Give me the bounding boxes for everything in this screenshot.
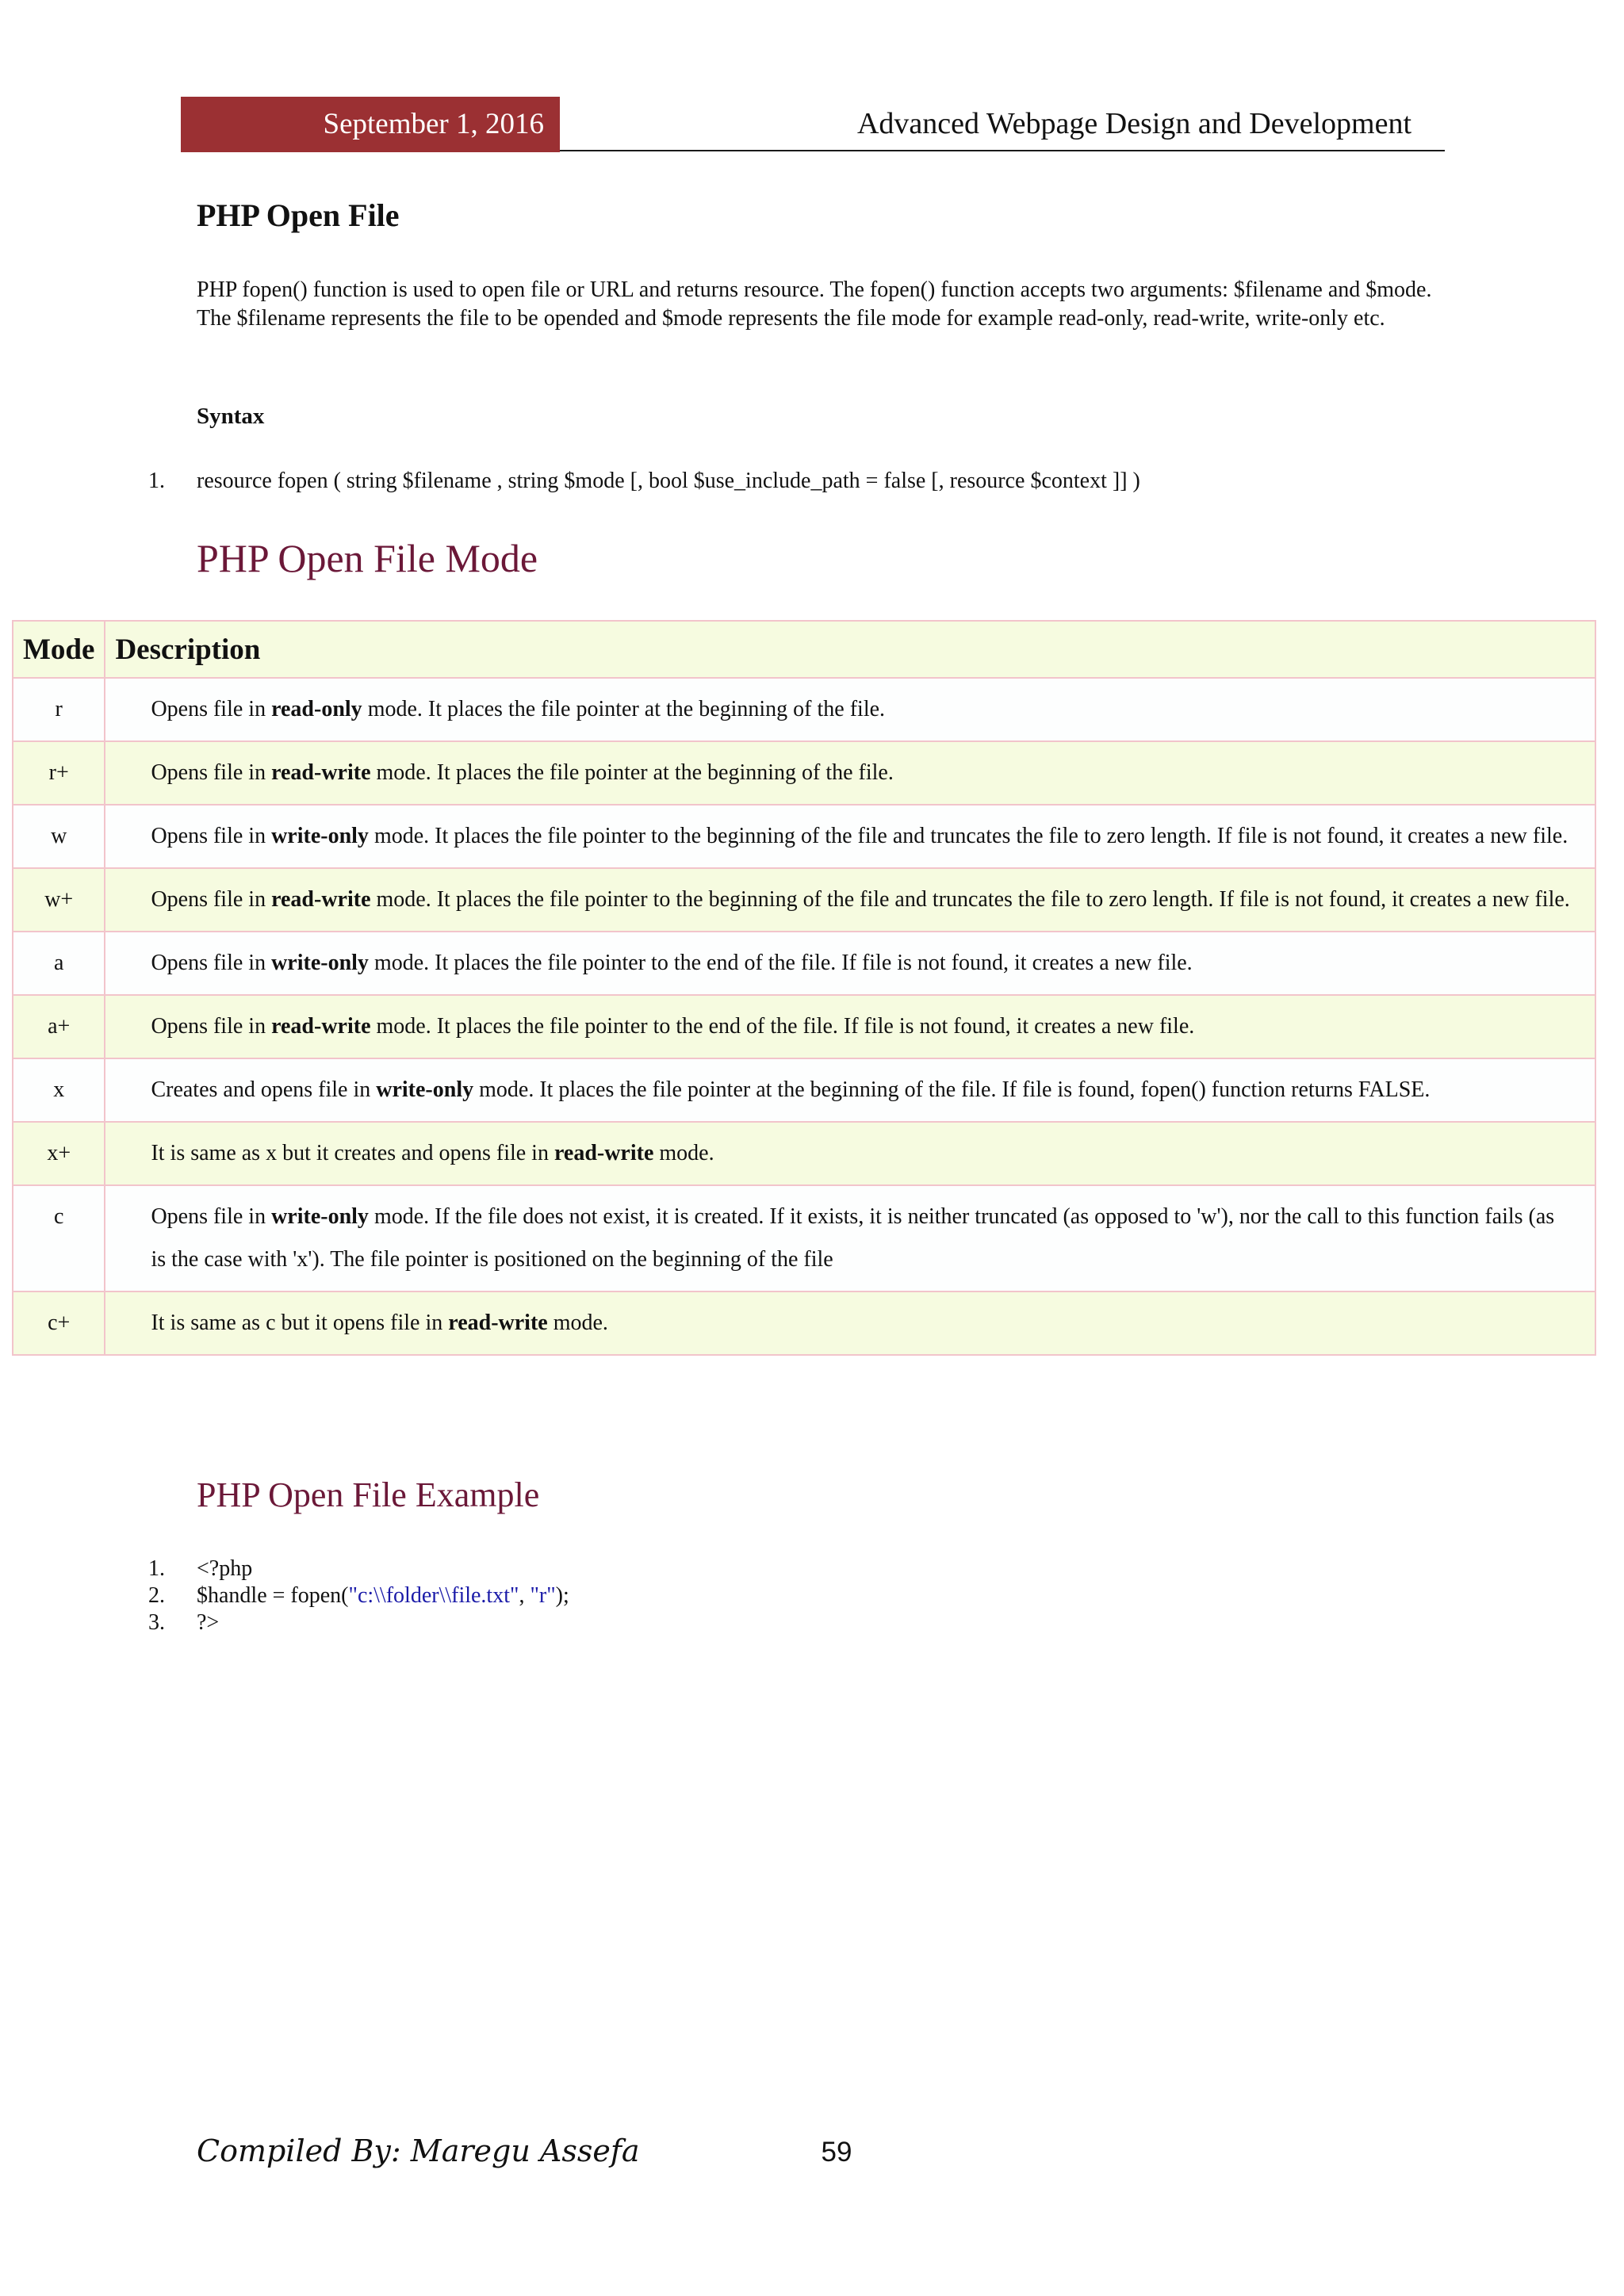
description-text: Opens file in xyxy=(151,824,272,848)
table-row xyxy=(13,805,1595,868)
description-text: Opens file in xyxy=(151,1204,272,1229)
table-row xyxy=(13,741,1595,805)
description-cell xyxy=(105,1122,1595,1185)
mode-cell: x+ xyxy=(13,1122,105,1185)
description-text: Opens file in xyxy=(151,760,272,785)
column-header-mode: Mode xyxy=(13,621,105,678)
code-text: ?> xyxy=(197,1610,220,1635)
description-cell xyxy=(105,932,1595,995)
table-row xyxy=(13,995,1595,1058)
description-text: Opens file in xyxy=(151,887,272,912)
description-text: mode. xyxy=(653,1141,714,1165)
description-cell xyxy=(105,1185,1595,1292)
description-cell xyxy=(105,741,1595,805)
table-row xyxy=(13,1292,1595,1355)
description-text: Opens file in xyxy=(151,697,272,721)
description-text: mode. It places the file pointer at the beginning of the file. xyxy=(362,697,886,721)
description-text: mode. It places the file pointer to the end of the file. If file is not found, it creates a new file. xyxy=(368,951,1193,975)
footer-compiled-by: Compiled By: Maregu Assefa xyxy=(197,2133,640,2168)
description-text: mode. It places the file pointer to the beginning of the file and truncates the file to zero length. If file is not found, it creates a new file. xyxy=(370,887,1570,912)
page-number: 59 xyxy=(821,2137,852,2168)
intro-paragraph: PHP fopen() function is used to open file or URL and returns resource. The fopen() function accepts two arguments: $filename and $mode. The $filename represents the file to be opended and $mode represents the file mode for example read-only, read-write, write-only etc. xyxy=(197,277,1432,331)
mode-cell: x xyxy=(13,1058,105,1122)
description-text: Opens file in xyxy=(151,951,272,975)
line-number: 1. xyxy=(148,469,165,493)
table-row xyxy=(13,1185,1595,1292)
code-text: <?php xyxy=(197,1556,253,1581)
table-row xyxy=(13,1122,1595,1185)
description-text: mode. It places the file pointer at the beginning of the file. If file is found, fopen() function returns FALSE. xyxy=(473,1077,1431,1102)
line-number: 3. xyxy=(148,1610,165,1635)
mode-cell: r xyxy=(13,678,105,741)
syntax-label: Syntax xyxy=(197,404,265,429)
header-date: September 1, 2016 xyxy=(181,97,560,152)
description-text: Opens file in xyxy=(151,1014,272,1039)
code-prefix: $handle = fopen( xyxy=(197,1583,349,1608)
header-title: Advanced Webpage Design and Development xyxy=(856,107,1411,140)
mode-keyword: read-write xyxy=(553,1141,654,1165)
mode-keyword: read-only xyxy=(271,697,362,721)
mode-cell: r+ xyxy=(13,741,105,805)
mode-keyword: read-write xyxy=(271,887,371,912)
description-text: mode. It places the file pointer to the beginning of the file and truncates the file to zero length. If file is not found, it creates a new file. xyxy=(368,824,1568,848)
table-row xyxy=(13,932,1595,995)
mode-keyword: write-only xyxy=(271,824,369,848)
section-title-modes: PHP Open File Mode xyxy=(197,536,538,580)
description-cell xyxy=(105,1292,1595,1355)
mode-cell: w xyxy=(13,805,105,868)
description-text: mode. It places the file pointer at the beginning of the file. xyxy=(370,760,894,785)
description-text: mode. It places the file pointer to the end of the file. If file is not found, it creates a new file. xyxy=(370,1014,1195,1039)
description-cell xyxy=(105,995,1595,1058)
line-number: 2. xyxy=(148,1583,165,1608)
description-text: Creates and opens file in xyxy=(151,1077,377,1102)
table-row xyxy=(13,678,1595,741)
header-rule xyxy=(560,150,1445,151)
mode-keyword: read-write xyxy=(271,760,371,785)
mode-cell: w+ xyxy=(13,868,105,932)
description-cell xyxy=(105,805,1595,868)
code-separator: , xyxy=(519,1583,530,1608)
mode-cell: c xyxy=(13,1185,105,1292)
mode-keyword: write-only xyxy=(271,1204,369,1229)
mode-keyword: write-only xyxy=(271,951,369,975)
description-cell xyxy=(105,1058,1595,1122)
description-text: mode. If the file does not exist, it is created. If it exists, it is neither truncated (as opposed to 'w'), nor the call to this function fails (as is the case with 'x'). The file pointer is positioned on the beginning of the file xyxy=(151,1204,1555,1272)
description-cell xyxy=(105,678,1595,741)
mode-cell: a+ xyxy=(13,995,105,1058)
section-title-example: PHP Open File Example xyxy=(197,1475,540,1514)
mode-cell: a xyxy=(13,932,105,995)
section-title-open-file: PHP Open File xyxy=(197,197,400,233)
line-number: 1. xyxy=(148,1556,165,1581)
table-header-row xyxy=(13,621,1595,678)
table-body xyxy=(13,678,1595,1355)
file-mode-table xyxy=(12,620,1596,1356)
code-suffix: ); xyxy=(555,1583,569,1608)
mode-cell: c+ xyxy=(13,1292,105,1355)
code-text xyxy=(197,1582,569,1609)
description-cell xyxy=(105,868,1595,932)
code-string-path: "c:\\folder\\file.txt" xyxy=(348,1583,519,1608)
table-row xyxy=(13,868,1595,932)
code-string-mode: "r" xyxy=(530,1583,556,1608)
description-text: mode. xyxy=(547,1311,608,1335)
mode-keyword: read-write xyxy=(448,1311,548,1335)
description-text: It is same as c but it opens file in xyxy=(151,1311,449,1335)
column-header-description: Description xyxy=(105,621,1595,678)
syntax-code-text: resource fopen ( string $filename , string $mode [, bool $use_include_path = false [, resource $context ]] ) xyxy=(197,469,1140,493)
mode-keyword: write-only xyxy=(376,1077,474,1102)
table-row xyxy=(13,1058,1595,1122)
description-text: It is same as x but it creates and opens file in xyxy=(151,1141,554,1165)
mode-keyword: read-write xyxy=(271,1014,371,1039)
